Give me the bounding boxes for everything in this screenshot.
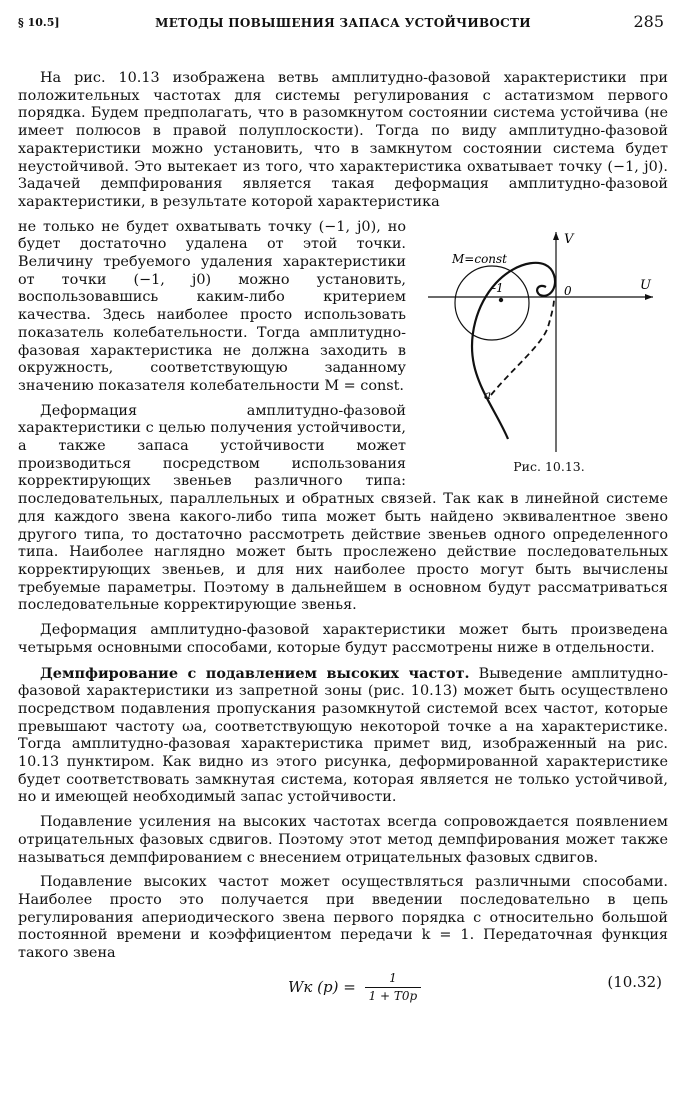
formula-numerator: 1 xyxy=(365,970,422,989)
formula-denominator: 1 + T0p xyxy=(368,989,418,1004)
minus-one-label: -1 xyxy=(492,280,504,295)
paragraph-5: Подавление усиления на высоких частотах всегда сопровождается появлением отрицательных фазовых сдвигов. Поэтому этот метод демпфирования может также называться демпфированием с внесением отрицательных фазовых сдвигов. xyxy=(18,814,668,866)
section-marker: § 10.5] xyxy=(18,16,60,29)
m-const-circle xyxy=(455,266,529,340)
formula-lhs: Wк (p) = xyxy=(288,977,356,996)
formula-10-32 xyxy=(18,970,668,1004)
subsection-heading: Демпфирование с подавлением высоких частот. xyxy=(40,664,470,682)
formula-fraction xyxy=(365,970,422,1006)
body-text xyxy=(18,70,668,1004)
original-characteristic xyxy=(472,262,555,438)
paragraph-4 xyxy=(18,665,668,808)
formula-expression xyxy=(288,970,421,1006)
nyquist-plot xyxy=(418,227,668,452)
paragraph-2: Деформация амплитудно-фазовой характеристики с целью получения устойчивости, а также запаса устойчивости может производиться посредством использования корректирующих звеньев различного типа: последовательных, параллельных и обратных связей. Так как в линейной системе для каждого звена какого-либо типа может быть найдено эквивалентное звено другого типа, то достаточно рассмотреть действие звеньев одного определенного типа. Наиболее наглядно может быть прослежено действие последовательных корректирующих звеньев, и для них наиболее просто могут быть вычислены требуемые параметры. Поэтому в дальнейшем в основном будут рассматриваться последовательные корректирующие звенья. xyxy=(18,402,668,614)
paragraph-3: Деформация амплитудно-фазовой характеристики может быть произведена четырьмя основными способами, которые будут рассмотрены ниже в отдельности. xyxy=(18,622,668,656)
running-header xyxy=(18,10,668,40)
origin-label: 0 xyxy=(564,283,572,298)
paragraph-4-text: Выведение амплитудно-фазовой характеристики из запретной зоны (рис. 10.13) может быть осуществлено посредством подавления пропускания разомкнутой системой всех частот, которые превышают частоту ωa, соответствующую некоторой точке a на характеристике. Тогда амплитудно-фазовая характеристика примет вид, изображенный на рис. 10.13 пунктиром. Как видно из этого рисунка, деформированной характеристике будет соответствовать замкнутая система, которая является не только устойчивой, но и имеющей необходимый запас устойчивости. xyxy=(18,665,668,806)
figure-caption: Рис. 10.13. xyxy=(513,458,585,474)
paragraph-1b: не только не будет охватывать точку (−1, j0), но будет достаточно удалена от этой точки. Величину требуемого удаления характеристики от точки (−1, j0) можно установить, воспользовавшись каким-либо критерием качества. Здесь наиболее просто использовать показатель колебательности. Тогда амплитудно-фазовая характеристика не должна заходить в окружность, соответствующую заданному значению показателя колебательности M = const. xyxy=(18,218,406,394)
v-axis-label: V xyxy=(564,231,574,247)
running-title: МЕТОДЫ ПОВЫШЕНИЯ ЗАПАСА УСТОЙЧИВОСТИ xyxy=(155,16,531,30)
page-number: 285 xyxy=(633,12,664,31)
minus-one-point xyxy=(499,297,503,301)
v-axis-arrow xyxy=(553,232,559,240)
figure-10-13 xyxy=(418,227,668,476)
point-a-label: a xyxy=(484,387,492,402)
u-axis-arrow xyxy=(645,294,653,300)
u-axis-label: U xyxy=(640,277,651,293)
paragraph-6: Подавление высоких частот может осуществляться различными способами. Наиболее просто это получается при введении последовательно в цепь регулирования апериодического звена первого порядка с относительно большой постоянной времени и коэффициентом передачи k = 1. Передаточная функция такого звена xyxy=(18,874,668,962)
m-const-label: M=const xyxy=(452,251,507,266)
formula-number: (10.32) xyxy=(607,972,662,991)
deformed-characteristic xyxy=(491,299,554,395)
paragraph-1a: На рис. 10.13 изображена ветвь амплитудно-фазовой характеристики при положительных частотах для системы регулирования с астатизмом первого порядка. Будем предполагать, что в разомкнутом состоянии система устойчива (не имеет полюсов в правой полуплоскости). Тогда по виду амплитудно-фазовой характеристики можно установить, что в замкнутом состоянии система будет неустойчивой. Это вытекает из того, что характеристика охватывает точку (−1, j0). Задачей демпфирования является такая деформация амплитудно-фазовой характеристики, в результате которой характеристика xyxy=(18,70,668,210)
